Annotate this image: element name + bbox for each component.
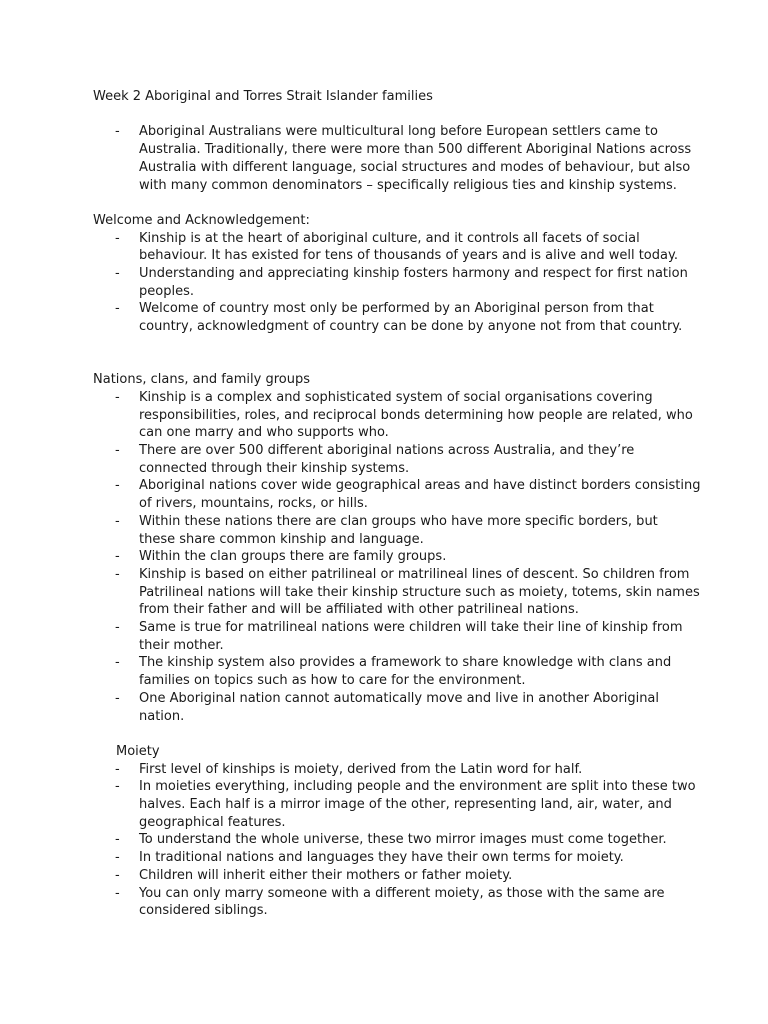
document-title: Week 2 Aboriginal and Torres Strait Islander families [93,89,433,104]
bullet-item [93,442,693,477]
bullet-text-line: behaviour. It has existed for tens of thousands of years and is alive and well today. [139,248,678,264]
dash-bullet-icon: - [115,779,120,795]
dash-bullet-icon: - [115,620,120,636]
bullet-item [93,885,693,920]
bullet-text-line: nation. [139,708,185,724]
bullet-text-line: halves. Each half is a mirror image of the other, representing land, air, water, and [139,797,672,813]
bullet-item [93,654,693,689]
bullet-item [93,548,693,566]
bullet-text-line: families on topics such as how to care for the environment. [139,673,526,689]
bullet-item [93,389,693,442]
bullet-item [93,690,693,725]
nations-bullet-list [93,389,701,725]
bullet-text-line: Same is true for matrilineal nations were children will take their line of kinship from [139,620,683,636]
bullet-text-line: Aboriginal nations cover wide geographical areas and have distinct borders consisting [139,478,701,494]
bullet-text-line: In traditional nations and languages they have their own terms for moiety. [139,850,624,866]
spacer [93,106,693,124]
spacer [93,336,693,354]
dash-bullet-icon: - [115,867,120,883]
bullet-item [93,566,700,619]
bullet-text-line: from their father and will be affiliated with other patrilineal nations. [139,602,579,618]
bullet-text-line: Australia with different language, social structures and modes of behaviour, but also [139,159,691,175]
dash-bullet-icon: - [115,690,120,706]
spacer [93,194,693,212]
bullet-text-line: Aboriginal Australians were multicultural long before European settlers came to [139,124,658,140]
bullet-text-line: Within these nations there are clan groups who have more specific borders, but [139,513,658,529]
bullet-text-line: One Aboriginal nation cannot automatically move and live in another Aboriginal [139,690,660,706]
dash-bullet-icon: - [115,832,120,848]
bullet-item [93,477,701,512]
intro-bullet-list [93,123,693,194]
bullet-text-line: There are over 500 different aboriginal nations across Australia, and they’re [139,443,635,458]
welcome-heading: Welcome and Acknowledgement: [93,212,310,228]
moiety-heading: Moiety [116,743,160,759]
bullet-text-line: geographical features. [139,814,286,830]
bullet-text-line: considered siblings. [139,903,268,919]
bullet-item [93,619,693,654]
dash-bullet-icon: - [115,549,120,565]
dash-bullet-icon: - [115,443,120,458]
moiety-bullet-list [93,761,696,920]
nations-heading: Nations, clans, and family groups [93,372,311,388]
bullet-text-line: Kinship is based on either patrilineal or matrilineal lines of descent. So children from [139,566,690,582]
bullet-text-line: Understanding and appreciating kinship fosters harmony and respect for first nation [139,266,688,281]
spacer [93,725,693,743]
bullet-text-line: country, acknowledgment of country can be done by anyone not from that country. [139,319,683,335]
bullet-item [93,265,693,300]
bullet-text-line: Welcome of country most only be performed by an Aboriginal person from that [139,301,654,317]
bullet-text-line: connected through their kinship systems. [139,460,410,476]
dash-bullet-icon: - [115,513,120,529]
dash-bullet-icon: - [115,301,120,317]
bullet-text-line: Children will inherit either their mothers or father moiety. [139,867,513,883]
bullet-text-line: of rivers, mountains, rocks, or hills. [139,496,368,512]
bullet-text-line: Patrilineal nations will take their kinship structure such as moiety, totems, skin names [139,584,700,600]
bullet-item [93,300,693,335]
bullet-text-line: their mother. [139,637,224,653]
bullet-text-line: these share common kinship and language. [139,531,424,547]
bullet-item [93,230,693,265]
dash-bullet-icon: - [115,266,120,281]
document-page [93,88,701,920]
bullet-item [93,513,693,548]
bullet-item [93,849,693,867]
bullet-text-line: Australia. Traditionally, there were more than 500 different Aboriginal Nations across [139,142,692,158]
bullet-text-line: can one marry and who supports who. [139,425,389,441]
bullet-item [93,867,693,885]
bullet-item [93,831,693,849]
bullet-text-line: You can only marry someone with a different moiety, as those with the same are [139,885,665,901]
dash-bullet-icon: - [115,124,120,140]
dash-bullet-icon: - [115,885,120,901]
dash-bullet-icon: - [115,478,120,494]
bullet-item [93,761,693,779]
bullet-text-line: In moieties everything, including people and the environment are split into these two [139,779,696,795]
dash-bullet-icon: - [115,389,120,405]
bullet-text-line: Kinship is a complex and sophisticated system of social organisations covering [139,389,653,405]
bullet-text-line: The kinship system also provides a framework to share knowledge with clans and [139,655,672,671]
bullet-text-line: To understand the whole universe, these two mirror images must come together. [139,832,667,848]
bullet-text-line: peoples. [139,283,194,299]
bullet-text-line: responsibilities, roles, and reciprocal bonds determining how people are related, who [139,407,693,423]
dash-bullet-icon: - [115,230,120,246]
bullet-text-line: with many common denominators – specifically religious ties and kinship systems. [139,177,677,193]
dash-bullet-icon: - [115,655,120,671]
dash-bullet-icon: - [115,761,120,777]
welcome-bullet-list [93,230,693,336]
bullet-text-line: First level of kinships is moiety, derived from the Latin word for half. [139,761,583,777]
bullet-text-line: Within the clan groups there are family groups. [139,549,447,565]
bullet-item [93,778,696,831]
dash-bullet-icon: - [115,850,120,866]
bullet-item [93,123,693,194]
dash-bullet-icon: - [115,566,120,582]
spacer [93,354,693,372]
bullet-text-line: Kinship is at the heart of aboriginal culture, and it controls all facets of social [139,230,640,246]
